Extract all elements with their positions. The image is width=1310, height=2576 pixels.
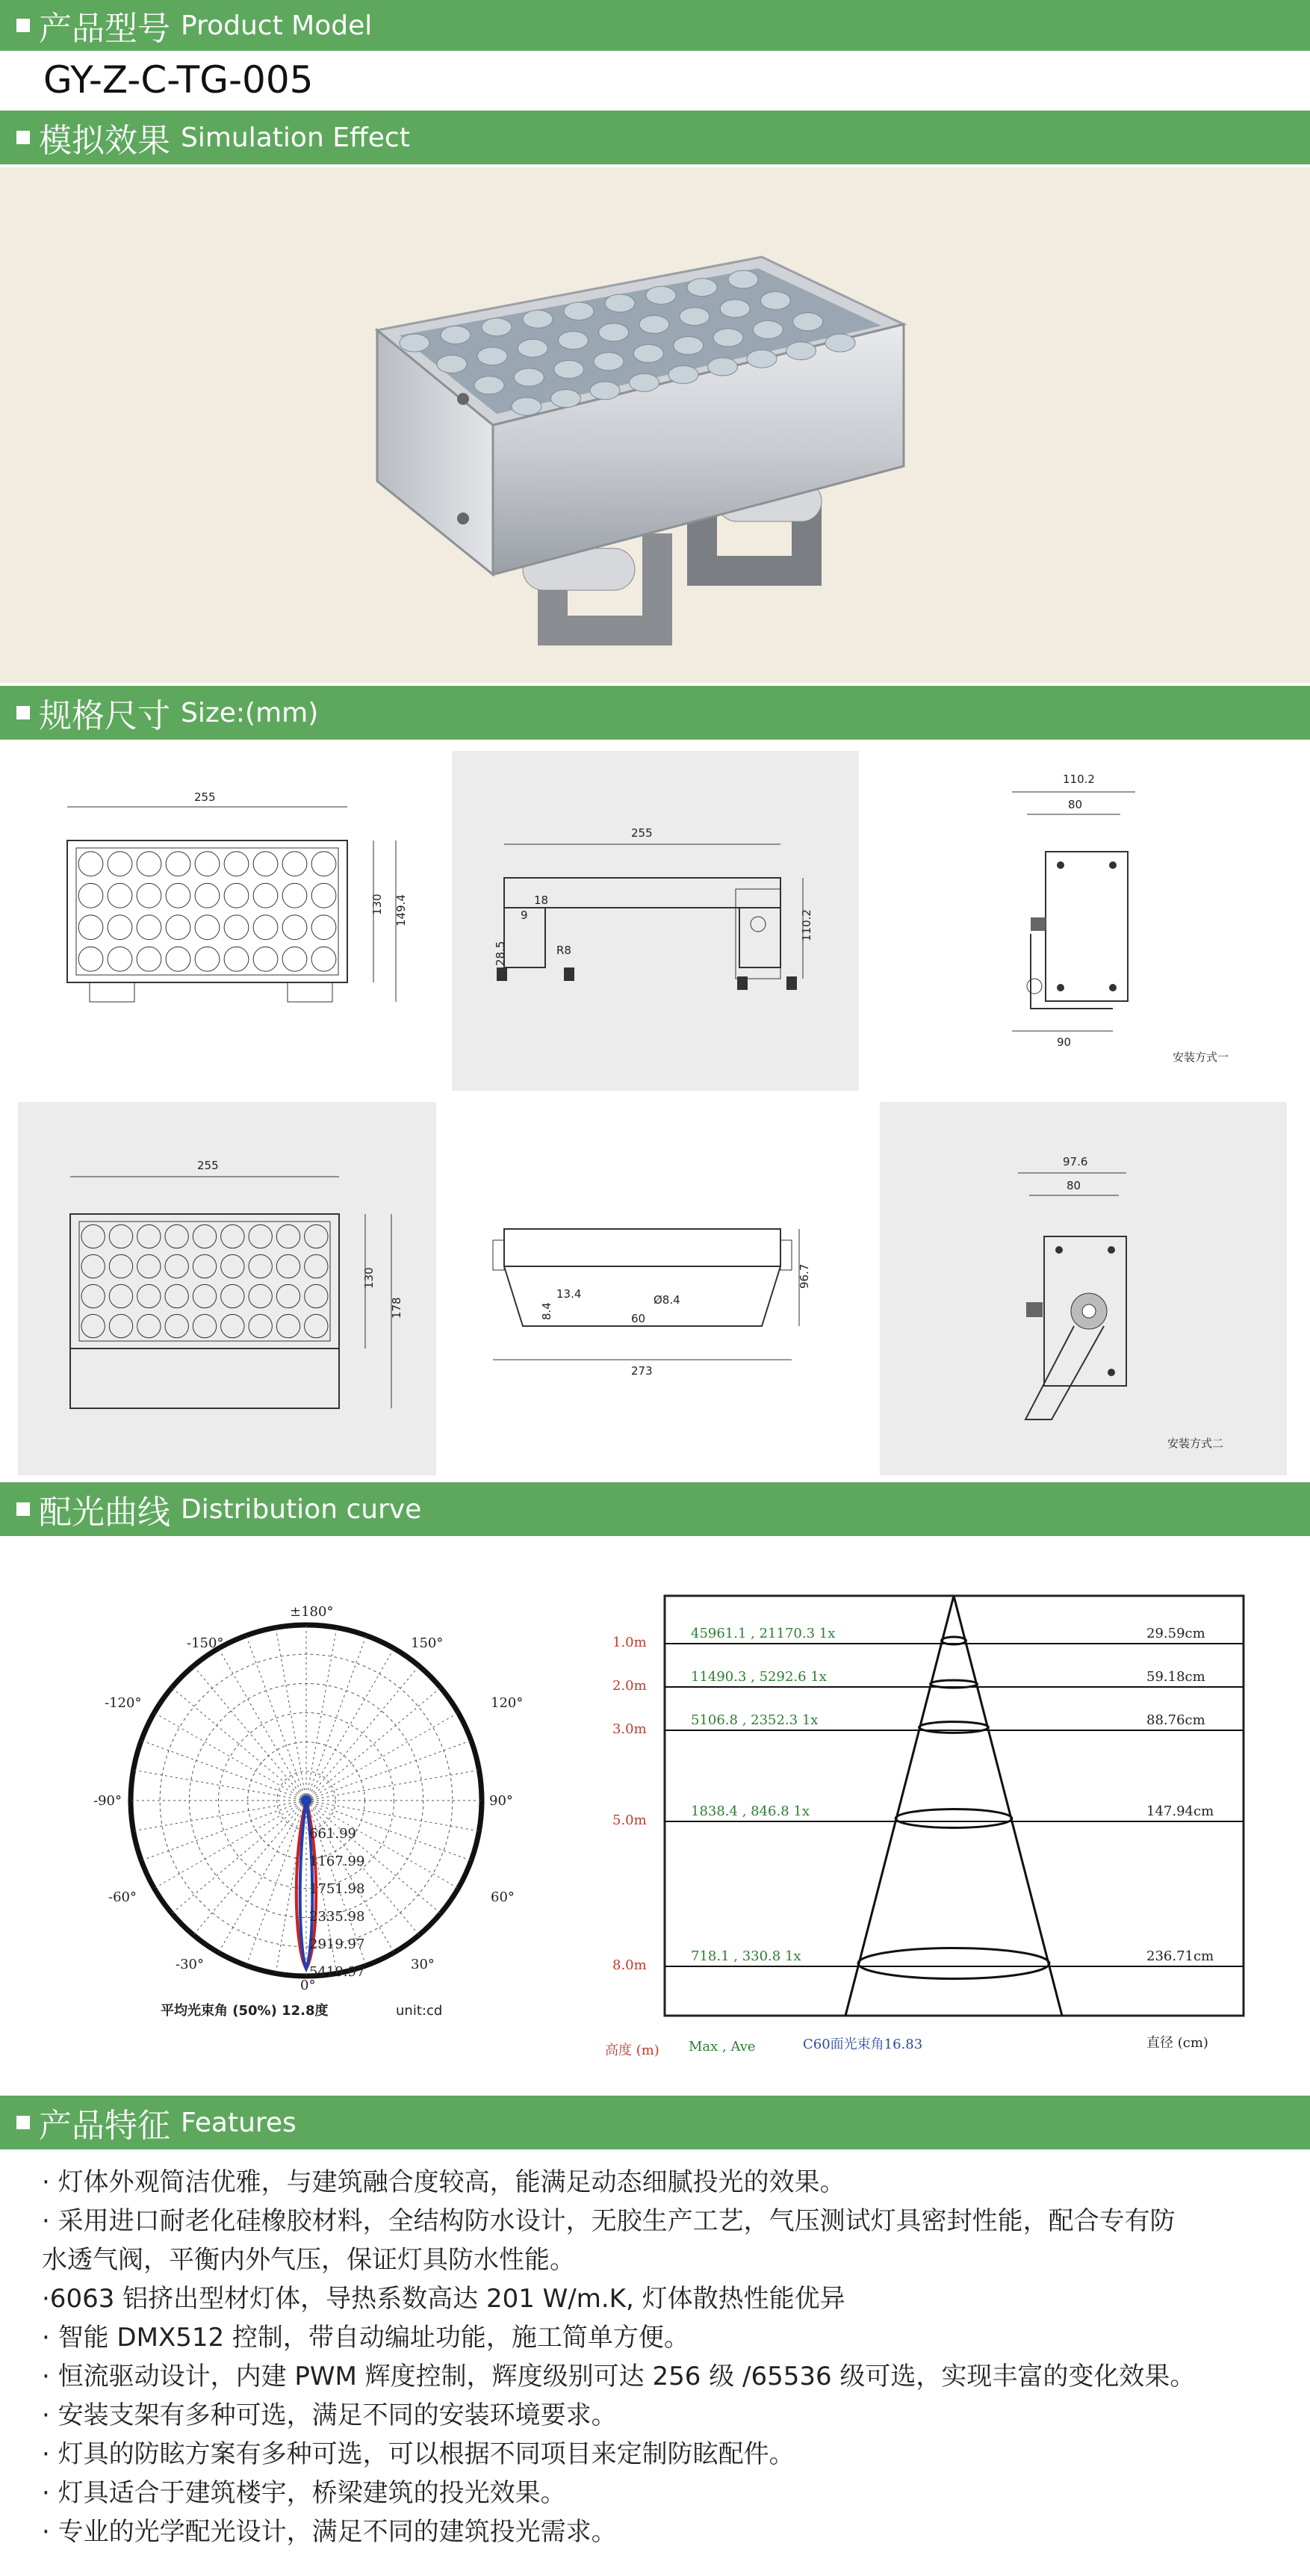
- diameter-axis-label: 直径 (cm): [1146, 2035, 1208, 2051]
- polar-angle-label: 150°: [411, 1635, 444, 1651]
- section-title-cn: 配光曲线: [39, 1493, 170, 1532]
- bullet-square-icon: [16, 2116, 30, 2129]
- feature-item: · 采用进口耐老化硅橡胶材料，全结构防水设计，无胶生产工艺，气压测试灯具密封性能，配合专有防: [42, 2206, 1176, 2236]
- polar-angle-label: -90°: [93, 1793, 122, 1809]
- illuminance-value: 718.1 , 330.8 1x: [691, 1948, 801, 1964]
- polar-value-label: 661.99: [309, 1826, 356, 1842]
- section-header-features: [0, 2096, 1310, 2149]
- drawing-end-view-1: [881, 747, 1300, 1091]
- light-cone-ellipse: [919, 1722, 989, 1733]
- max-ave-label: Max , Ave: [689, 2039, 756, 2055]
- light-cone-ellipse: [858, 1948, 1049, 1979]
- section-title-cn: 模拟效果: [39, 122, 170, 160]
- bullet-square-icon: [16, 131, 30, 144]
- dim-a: 13.4: [556, 1287, 582, 1301]
- beam-angle-label: C60面光束角16.83: [803, 2037, 923, 2052]
- dim-b: 8.4: [540, 1302, 553, 1320]
- bullet-square-icon: [16, 19, 30, 32]
- section-title-cn: 产品型号: [39, 10, 170, 48]
- dim-d: 60: [631, 1312, 646, 1325]
- illuminance-value: 45961.1 , 21170.3 1x: [691, 1626, 836, 1641]
- polar-value-label: 1167.99: [309, 1854, 365, 1869]
- mount-type-label: 安装方式一: [1173, 1050, 1229, 1064]
- feature-item: · 灯具的防眩方案有多种可选，可以根据不同项目来定制防眩配件。: [42, 2439, 795, 2469]
- section-header-product-model: [0, 0, 1310, 51]
- feature-item: · 灯体外观简洁优雅，与建筑融合度较高，能满足动态细腻投光的效果。: [42, 2167, 845, 2197]
- floodlight-product-illustration: [0, 167, 1310, 683]
- feature-item: ·6063 铝挤出型材灯体，导热系数高达 201 W/m.K, 灯体散热性能优异: [42, 2284, 845, 2314]
- dim-width: 255: [631, 826, 653, 840]
- dim-height-1: 130: [370, 894, 384, 915]
- light-cone-diagram: [590, 1584, 1262, 2077]
- section-title-en: Simulation Effect: [181, 122, 410, 153]
- section-header-size: [0, 686, 1310, 740]
- beam-angle-caption: 平均光束角 (50%) 12.8度: [161, 2003, 329, 2019]
- mount-type-label: 安装方式二: [1167, 1437, 1224, 1450]
- bullet-square-icon: [16, 1502, 30, 1516]
- drawing-front-view-1: [15, 747, 433, 1091]
- distance-label: 2.0m: [612, 1678, 647, 1694]
- dim-height: 96.7: [798, 1263, 811, 1289]
- polar-value-label: 2335.98: [309, 1909, 365, 1925]
- bullet-square-icon: [16, 706, 30, 719]
- model-value: GY-Z-C-TG-005: [43, 58, 314, 102]
- section-header-distribution: [0, 1482, 1310, 1536]
- polar-angle-label: 90°: [489, 1793, 513, 1809]
- dim-width-3: 90: [1057, 1035, 1072, 1049]
- section-title-cn: 规格尺寸: [39, 697, 170, 735]
- spot-diameter-value: 236.71cm: [1146, 1948, 1214, 1964]
- section-title-en: Distribution curve: [181, 1493, 422, 1525]
- polar-angle-label: -60°: [108, 1889, 137, 1905]
- section-title-cn: 产品特征: [39, 2107, 170, 2145]
- light-cone-ellipse: [941, 1637, 966, 1644]
- polar-angle-label: 60°: [491, 1889, 515, 1905]
- dim-width: 255: [194, 790, 216, 804]
- dim-c: 28.5: [494, 941, 507, 966]
- simulation-image: [0, 167, 1310, 683]
- spot-diameter-value: 29.59cm: [1146, 1626, 1205, 1641]
- dim-c: Ø8.4: [654, 1293, 680, 1307]
- spot-diameter-value: 88.76cm: [1146, 1712, 1205, 1728]
- feature-item: · 智能 DMX512 控制，带自动编址功能，施工简单方便。: [42, 2323, 689, 2353]
- dim-a: 18: [534, 894, 549, 907]
- dim-width-1: 97.6: [1063, 1155, 1088, 1168]
- dim-radius: R8: [556, 944, 571, 957]
- drawing-front-view-2: [18, 1102, 436, 1476]
- polar-angle-label: 120°: [491, 1695, 524, 1711]
- polar-angle-label: -120°: [105, 1695, 142, 1711]
- distance-label: 3.0m: [612, 1721, 647, 1737]
- height-axis-label: 高度 (m): [605, 2043, 659, 2058]
- polar-value-label: 2919.97: [309, 1936, 365, 1952]
- section-title-en: Product Model: [181, 10, 373, 41]
- feature-item: · 灯具适合于建筑楼宇，桥梁建筑的投光效果。: [42, 2478, 566, 2508]
- dim-width: 255: [197, 1159, 219, 1172]
- feature-item: · 恒流驱动设计，内建 PWM 辉度控制，辉度级别可达 256 级 /65536 级可选，实现丰富的变化效果。: [42, 2362, 1196, 2391]
- section-title-en: Size:(mm): [181, 697, 319, 728]
- polar-angle-label: 30°: [411, 1957, 435, 1972]
- polar-value-label: 1751.98: [309, 1881, 365, 1897]
- distance-label: 5.0m: [612, 1812, 647, 1828]
- drawing-end-view-2: [880, 1102, 1287, 1476]
- unit-label: unit:cd: [396, 2003, 443, 2019]
- polar-angle-label: -30°: [176, 1957, 204, 1972]
- spot-diameter-value: 59.18cm: [1146, 1669, 1205, 1685]
- feature-item: 水透气阀，平衡内外气压，保证灯具防水性能。: [42, 2245, 575, 2275]
- illuminance-value: 1838.4 , 846.8 1x: [691, 1803, 810, 1819]
- dim-height: 110.2: [800, 909, 813, 941]
- polar-angle-label: ±180°: [290, 1604, 334, 1620]
- feature-item: · 安装支架有多种可选，满足不同的安装环境要求。: [42, 2400, 617, 2430]
- dim-width-2: 80: [1067, 1179, 1081, 1192]
- dim-b: 9: [521, 908, 528, 922]
- drawing-bottom-view: [452, 1102, 859, 1476]
- polar-value-label: 5419.97: [309, 1964, 365, 1980]
- illuminance-value: 5106.8 , 2352.3 1x: [691, 1712, 819, 1728]
- spot-diameter-value: 147.94cm: [1146, 1803, 1214, 1819]
- distance-label: 8.0m: [612, 1957, 647, 1973]
- dim-height-1: 130: [362, 1267, 376, 1289]
- feature-item: · 专业的光学配光设计，满足不同的建筑投光需求。: [42, 2517, 617, 2547]
- light-cone-ellipse: [895, 1809, 1012, 1828]
- dim-width-2: 80: [1068, 798, 1083, 811]
- dim-width: 273: [631, 1364, 653, 1378]
- drawing-side-view-1: [452, 751, 859, 1091]
- polar-distribution-diagram: [60, 1584, 568, 2077]
- dim-width-1: 110.2: [1063, 773, 1095, 786]
- section-header-simulation: [0, 111, 1310, 164]
- illuminance-value: 11490.3 , 5292.6 1x: [691, 1669, 827, 1685]
- polar-angle-label: 0°: [300, 1978, 316, 1993]
- distance-label: 1.0m: [612, 1635, 647, 1650]
- dim-height-2: 178: [390, 1297, 403, 1319]
- polar-angle-label: -150°: [187, 1635, 224, 1651]
- dim-height-2: 149.4: [394, 894, 408, 926]
- section-title-en: Features: [181, 2107, 297, 2138]
